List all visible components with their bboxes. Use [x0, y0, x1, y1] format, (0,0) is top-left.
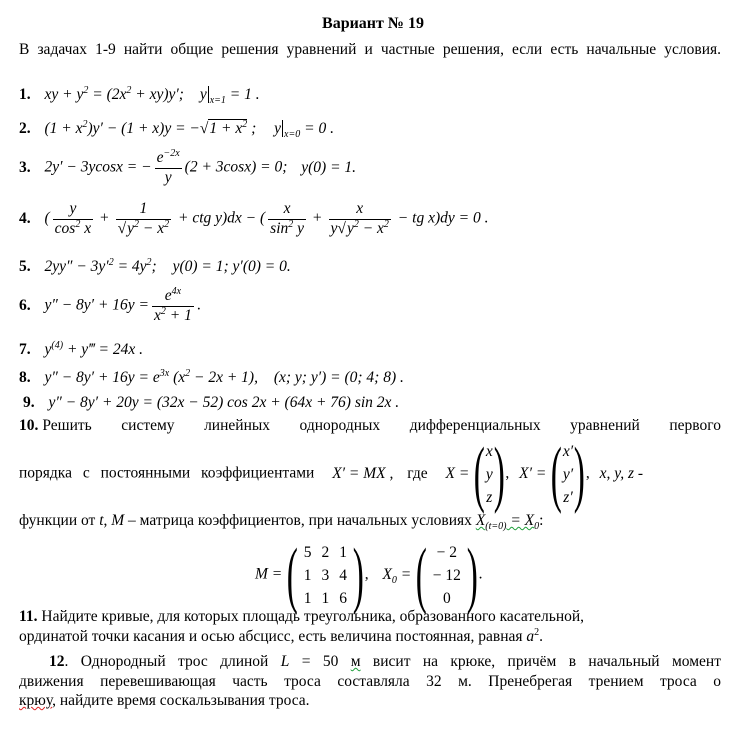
- X-vector: x y z: [485, 442, 493, 506]
- problem-11: 11. Найдите кривые, для которых площадь треугольника, образованного касательной,: [19, 608, 585, 625]
- problem-5: 5. $2yy'' - 3y'^2 = 4y^2$; y(0) = 1; y′(0) = 0.: [19, 256, 291, 275]
- problem-number: 1.: [19, 86, 31, 103]
- problem-3: 3. 2y′ − 3ycosx = − $\frac{e^{-2x}}{y}$ (2 + 3cosx) = 0; y(0) = 1.: [19, 147, 357, 186]
- problem-12-line2: движения перевешивающая часть троса составляла 32 м. Пренебрегая трением троса о: [19, 673, 721, 690]
- problem-7: 7. $y^{(4)}$ + y‴ = 24x .: [19, 339, 143, 358]
- problem-12-line3: крюу, найдите время соскальзывания троса.: [19, 692, 310, 709]
- problem-10-matrices: M = ( 5 2 1 1 3 4 1 1 6 ), $X_0$ = ( − 2 − 12 0 ).: [255, 534, 483, 616]
- intro-text: В задачах 1-9 найти общие решения уравнений и частные решения, если есть начальные условия.: [19, 41, 721, 58]
- matrix-M: 5 2 1 1 3 4 1 1 6: [303, 543, 348, 607]
- problem-8: 8. $y'' - 8y' + 16y = e^{3x}$ $(x^2 - 2x + 1)$, (x; y; y′) = (0; 4; 8) .: [19, 367, 404, 386]
- vector-X0: − 2 − 12 0: [432, 543, 461, 607]
- problem-9: 9. y″ − 8y′ + 20y = (32x − 52) cos 2x + (64x + 76) sin 2x .: [23, 394, 400, 411]
- problem-10-line3: функции от t, M – матрица коэффициентов, при начальных условиях $X_{(t=0)} = X_0$:: [19, 512, 544, 533]
- problem-12-line1: 12. Однородный трос длиной L = 50 м висит на крюке, причём в начальный момент: [49, 653, 721, 670]
- problem-4: 4. ( $\frac{y}{\cos^2 x}$ + $\frac{1}{√y^2 - x^2}$ + ctg y)dx − ( $\frac{x}{\sin^2 y}$ + $\frac{x}{y√y^2 - x^2}$ − tg x)dy = 0 .: [19, 200, 489, 237]
- problem-10-line2: порядка с постоянными коэффициентами X′ = MX , где X = ( x y z ), X′ = ( x′ y′ z′ ), x, y, z -: [19, 433, 644, 515]
- problem-11-line2: ординатой точки касания и осью абсцисс, есть величина постоянная, равная $a^2$.: [19, 626, 544, 645]
- X-prime-vector: x′ y′ z′: [562, 442, 574, 506]
- problem-1: 1. xy + $y^2 = (2x^2 + xy)y'$; y $_{x=1}$ = 1 .: [19, 84, 260, 107]
- problem-2: 2. $(1 + x^2)y' - (1 + x)y = -√1 + x^2$ ; y $_{x=0}$ = 0 .: [19, 118, 334, 141]
- variant-title: Вариант № 19: [322, 15, 424, 32]
- problem-10-line1: 10. Решить систему линейных однородных дифференциальных уравнений первого: [19, 417, 721, 434]
- problem-6: 6. y″ − 8y′ + 16y = $\frac{e^{4x}}{x^2 + 1}$ .: [19, 285, 201, 324]
